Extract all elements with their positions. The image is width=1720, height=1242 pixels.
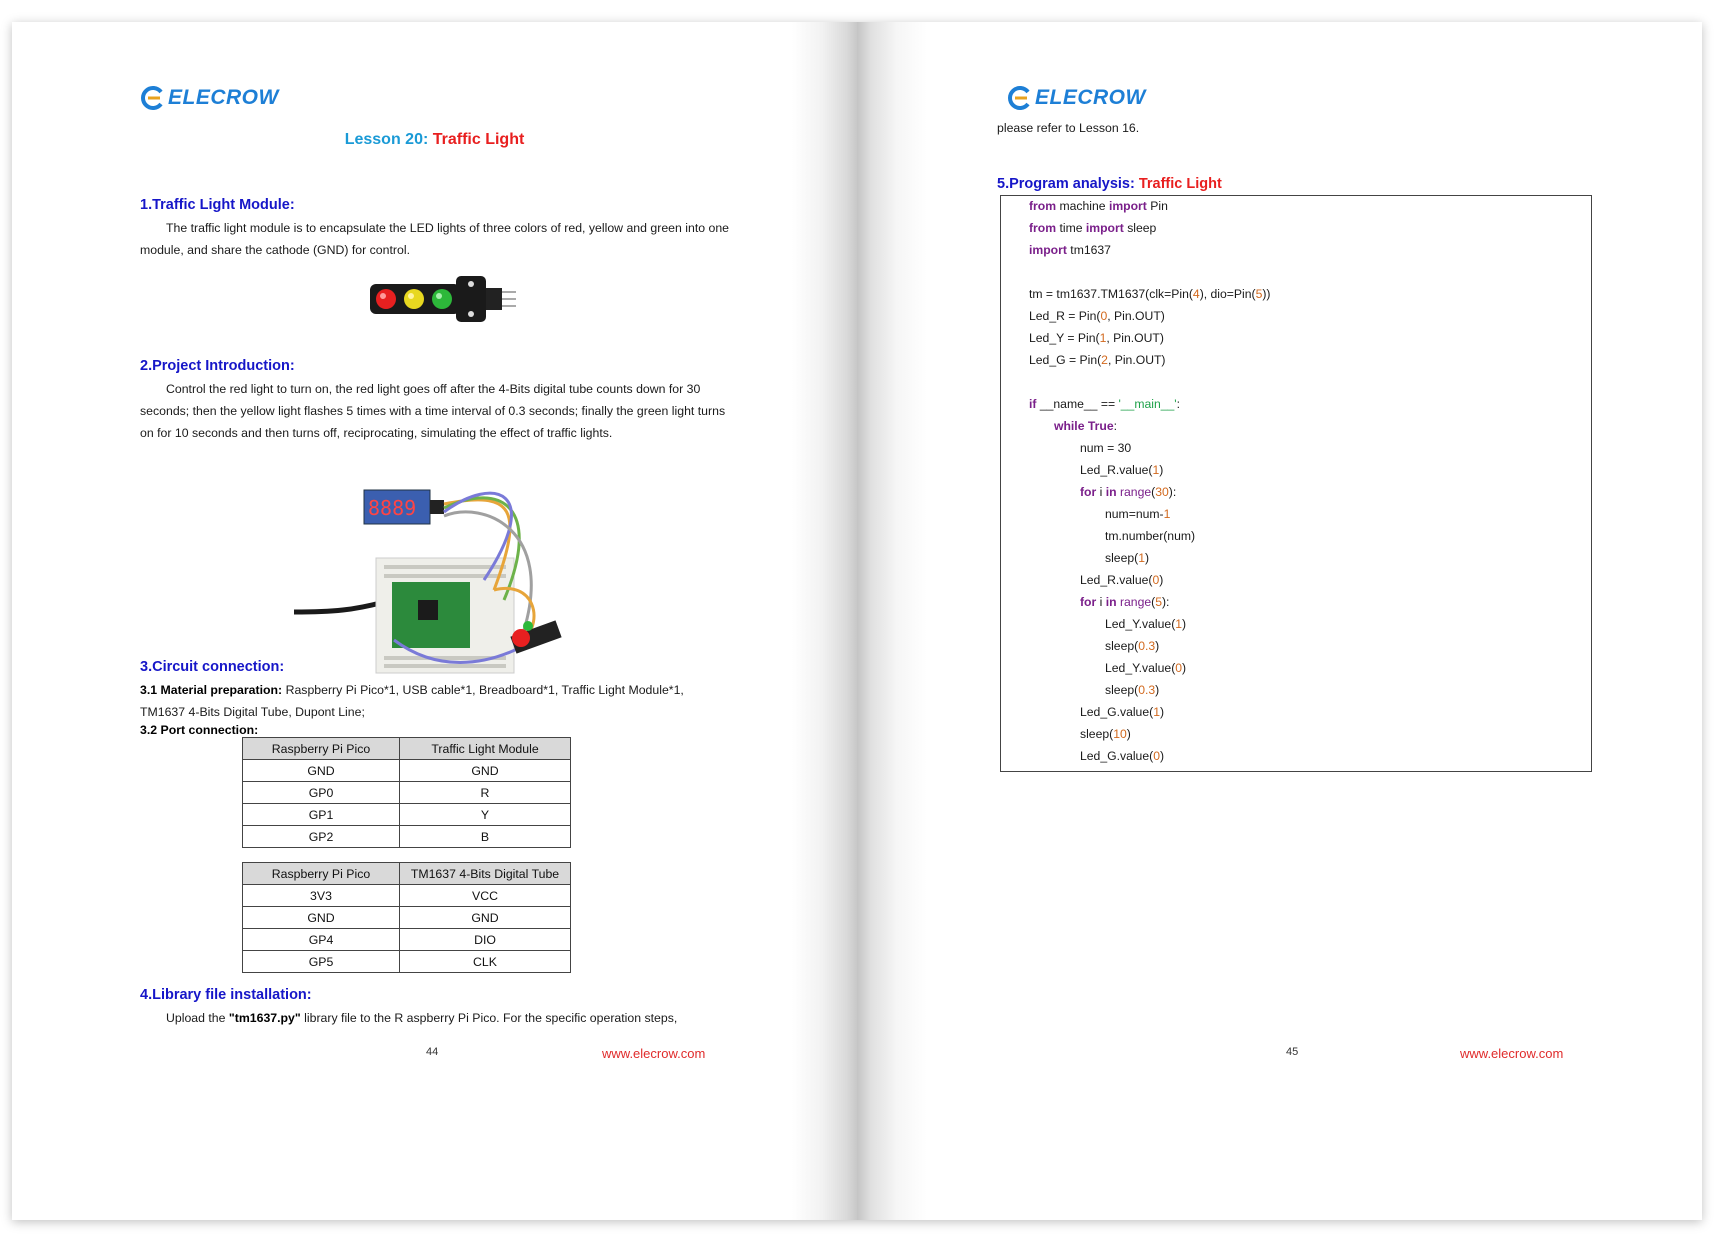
section2-heading: 2.Project Introduction: <box>140 358 295 374</box>
material-text-2: TM1637 4-Bits Digital Tube, Dupont Line; <box>140 705 365 719</box>
footer-url[interactable]: www.elecrow.com <box>1460 1046 1564 1061</box>
code-line: Led_R.value(1) <box>1080 463 1164 477</box>
lesson-title <box>12 131 857 149</box>
table-header: Raspberry Pi Pico <box>243 863 400 885</box>
section1-heading: 1.Traffic Light Module: <box>140 197 295 213</box>
table-row: GP5 CLK <box>243 951 571 973</box>
code-line: tm = tm1637.TM1637(clk=Pin(4), dio=Pin(5)) <box>1029 287 1271 301</box>
code-line: from time import sleep <box>1029 221 1157 235</box>
material-text: Raspberry Pi Pico*1, USB cable*1, Breadboard*1, Traffic Light Module*1, <box>282 683 684 697</box>
left-page <box>12 22 857 1220</box>
code-line: num = 30 <box>1080 441 1132 455</box>
code-line: Led_R.value(0) <box>1080 573 1164 587</box>
page-number: 45 <box>1286 1046 1299 1058</box>
elecrow-logo <box>1007 85 1146 111</box>
code-line: import tm1637 <box>1029 243 1111 257</box>
project-circuit-photo <box>294 470 594 700</box>
code-line: if __name__ == '__main__': <box>1029 397 1181 411</box>
code-line: from machine import Pin <box>1029 199 1168 213</box>
port-table-tm1637 <box>242 862 571 973</box>
footer-url[interactable]: www.elecrow.com <box>602 1046 706 1061</box>
elecrow-logo-icon <box>1007 85 1033 111</box>
code-line: Led_G.value(0) <box>1080 749 1165 763</box>
right-page <box>857 22 1702 1220</box>
code-line: sleep(0.3) <box>1105 639 1160 653</box>
lesson-name: Traffic Light <box>432 131 525 148</box>
code-line: for i in range(5): <box>1080 595 1170 609</box>
page-number: 44 <box>426 1046 439 1058</box>
lesson-number: Lesson 20: <box>344 131 433 148</box>
code-line: Led_G = Pin(2, Pin.OUT) <box>1029 353 1166 367</box>
table-row: GND GND <box>243 907 571 929</box>
section4-heading: 4.Library file installation: <box>140 987 312 1003</box>
logo-text: ELECROW <box>1035 86 1146 109</box>
code-block <box>1000 195 1592 772</box>
elecrow-logo-icon <box>140 85 166 111</box>
traffic-light-module-image <box>368 274 522 324</box>
port-table-traffic-light <box>242 737 571 848</box>
elecrow-logo <box>140 85 279 111</box>
table-header: TM1637 4-Bits Digital Tube <box>400 863 571 885</box>
continued-text: please refer to Lesson 16. <box>997 121 1140 135</box>
table-row: GP2 B <box>243 826 571 848</box>
code-line: Led_Y = Pin(1, Pin.OUT) <box>1029 331 1164 345</box>
table-row: 3V3 VCC <box>243 885 571 907</box>
table-row: GP4 DIO <box>243 929 571 951</box>
digit-display-text: 8889 <box>368 496 417 520</box>
material-preparation <box>140 679 750 723</box>
port-connection-label: 3.2 Port connection: <box>140 723 259 737</box>
section5-heading: 5.Program analysis: Traffic Light <box>997 176 1222 192</box>
code-line: sleep(1) <box>1105 551 1150 565</box>
code-line: while True: <box>1054 419 1117 433</box>
table-row: GP0 R <box>243 782 571 804</box>
logo-text: ELECROW <box>168 86 279 109</box>
material-label: 3.1 Material preparation: <box>140 683 283 697</box>
code-line: sleep(10) <box>1080 727 1131 741</box>
section4-body: Upload the "tm1637.py" library file to the R aspberry Pi Pico. For the specific operation steps, <box>166 1011 678 1025</box>
section3-heading: 3.Circuit connection: <box>140 659 285 675</box>
code-line: sleep(0.3) <box>1105 683 1160 697</box>
table-row: GND GND <box>243 760 571 782</box>
table-header: Traffic Light Module <box>400 738 571 760</box>
book-spread <box>12 22 1702 1220</box>
table-header: Raspberry Pi Pico <box>243 738 400 760</box>
table-row: GP1 Y <box>243 804 571 826</box>
code-line: for i in range(30): <box>1080 485 1177 499</box>
code-line: num=num-1 <box>1105 507 1171 521</box>
section1-body: The traffic light module is to encapsulate the LED lights of three colors of red, yellow and green into one module, and share the cathode (GND) for control. <box>140 221 730 257</box>
code-line: Led_Y.value(0) <box>1105 661 1187 675</box>
code-line: Led_Y.value(1) <box>1105 617 1187 631</box>
code-line: tm.number(num) <box>1105 529 1196 543</box>
code-line: Led_G.value(1) <box>1080 705 1165 719</box>
section2-body: Control the red light to turn on, the red light goes off after the 4-Bits digital tube counts down for 30 seconds; then the yellow light flashes 5 times with a time interval of 0.3 seconds; finally the green light turns on for 10 seconds and then turns off, reciprocating, simulating the effect of traffic lights. <box>140 382 726 440</box>
code-line: Led_R = Pin(0, Pin.OUT) <box>1029 309 1165 323</box>
